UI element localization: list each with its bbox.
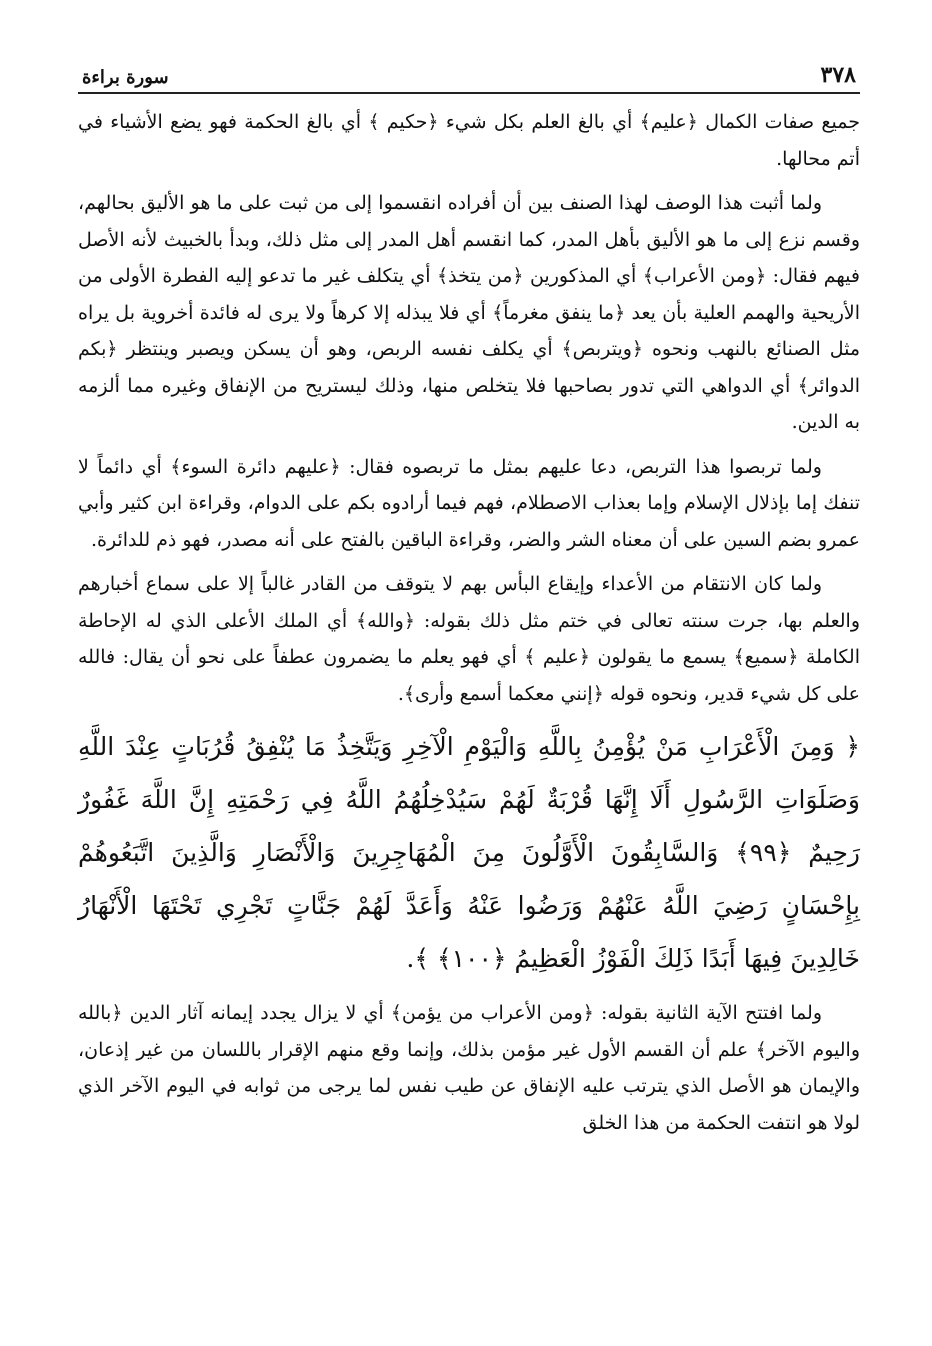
paragraph-1: جميع صفات الكمال ﴿عليم﴾ أي بالغ العلم بكل شيء ﴿حكيم ﴾ أي بالغ الحكمة فهو يضع الأشياء في أتم محالها.	[78, 111, 860, 170]
page-number: ٣٧٨	[820, 62, 856, 88]
book-page	[78, 50, 860, 1149]
quran-verse-block: ﴿ وَمِنَ الْأَعْرَابِ مَنْ يُؤْمِنُ بِاللَّهِ وَالْيَوْمِ الْآخِرِ وَيَتَّخِذُ مَا يُنْفِقُ قُرُبَاتٍ عِنْدَ اللَّهِ وَصَلَوَاتِ الرَّسُولِ أَلَا إِنَّهَا قُرْبَةٌ لَهُمْ سَيُدْخِلُهُمُ اللَّهُ فِي رَحْمَتِهِ إِنَّ اللَّهَ غَفُورٌ رَحِيمٌ ﴿٩٩﴾ وَالسَّابِقُونَ الْأَوَّلُونَ مِنَ الْمُهَاجِرِينَ وَالْأَنْصَارِ وَالَّذِينَ اتَّبَعُوهُمْ بِإِحْسَانٍ رَضِيَ اللَّهُ عَنْهُمْ وَرَضُوا عَنْهُ وَأَعَدَّ لَهُمْ جَنَّاتٍ تَجْرِي تَحْتَهَا الْأَنْهَارُ خَالِدِينَ فِيهَا أَبَدًا ذَلِكَ الْفَوْزُ الْعَظِيمُ ﴿١٠٠﴾ ﴾.	[78, 732, 860, 973]
paragraph-5: ولما افتتح الآية الثانية بقوله: ﴿ومن الأعراب من يؤمن﴾ أي لا يزال يجدد إيمانه آثار الدين ﴿بالله واليوم الآخر﴾ علم أن القسم الأول غير مؤمن بذلك، وإنما وقع منهم الإقرار باللسان من غير إذعان، والإيمان هو الأصل الذي يترتب عليه الإنفاق عن طيب نفس لما يرجى من ثوابه في اليوم الآخر الذي لولا هو انتفت الحكمة من هذا الخلق	[78, 1002, 860, 1134]
paragraph-4: ولما كان الانتقام من الأعداء وإيقاع البأس بهم لا يتوقف من القادر غالباً إلا على سماع أخبارهم والعلم بها، جرت سنته تعالى في ختم مثل ذلك بقوله: ﴿والله﴾ أي الملك الأعلى الذي له الإحاطة الكاملة ﴿سميع﴾ يسمع ما يقولون ﴿عليم ﴾ أي فهو يعلم ما يضمرون عطفاً على نحو أن يقال: فالله على كل شيء قدير، ونحوه قوله ﴿إنني معكما أسمع وأرى﴾.	[78, 573, 860, 705]
page-header	[78, 50, 860, 94]
paragraph-3: ولما تربصوا هذا التربص، دعا عليهم بمثل ما تربصوه فقال: ﴿عليهم دائرة السوء﴾ أي دائماً لا تنفك إما بإذلال الإسلام وإما بعذاب الاصطلام، فهم فيما أرادوه بكم على الدوام، وقراءة ابن كثير وأبي عمرو بضم السين على أن معناه الشر والضر، وقراءة الباقين بالفتح على أنه مصدر، فهو ذم للدائرة.	[78, 455, 860, 551]
page-body	[78, 104, 860, 1141]
paragraph-2: ولما أثبت هذا الوصف لهذا الصنف بين أن أفراده انقسموا إلى من ثبت على ما هو الأليق بحالهم، وقسم نزع إلى ما هو الأليق بأهل المدر، كما انقسم أهل المدر إلى مثل ذلك، وبدأ بالخبيث لأنه الأصل فيهم فقال: ﴿ومن الأعراب﴾ أي المذكورين ﴿من يتخذ﴾ أي يتكلف غير ما تدعو إليه الفطرة الأولى من الأريحية والهمم العلية بأن يعد ﴿ما ينفق مغرماً﴾ أي فلا يبذله إلا كرهاً ولا يرى له فائدة أخروية بل يراه مثل الصنائع بالنهب ونحوه ﴿ويتربص﴾ أي يكلف نفسه الربص، وهو أن يسكن ويصبر وينتظر ﴿بكم الدوائر﴾ أي الدواهي التي تدور بصاحبها فلا يتخلص منها، وذلك ليستريح من الإنفاق وغيره مما ألزمه به الدين.	[78, 192, 860, 433]
sura-name: سورة براءة	[82, 67, 169, 88]
